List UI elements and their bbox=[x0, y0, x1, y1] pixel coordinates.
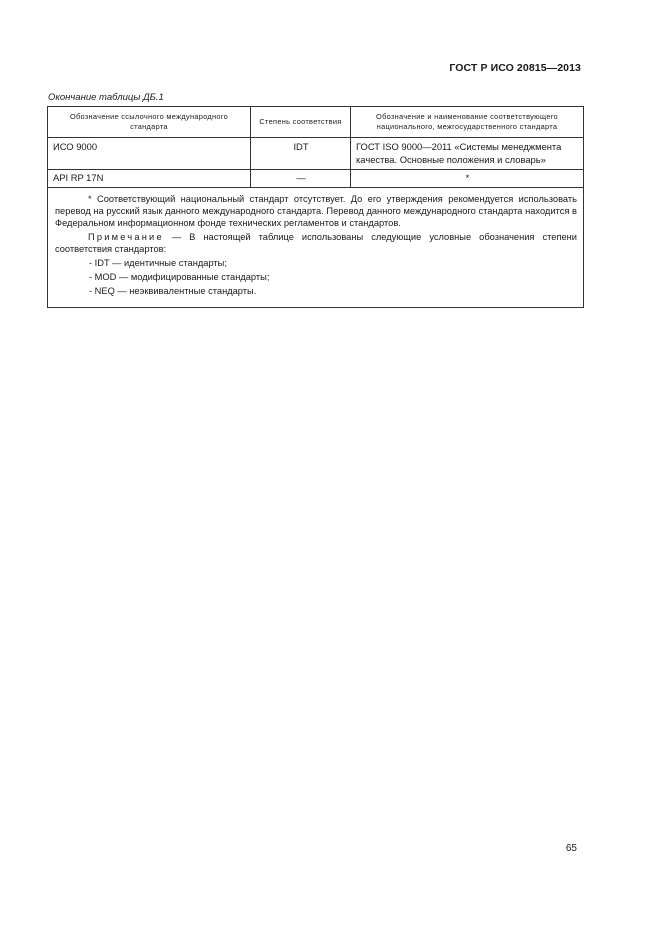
table-header-row bbox=[48, 107, 584, 138]
page-number: 65 bbox=[565, 843, 577, 854]
cell-national: * bbox=[351, 170, 584, 188]
table-caption: Окончание таблицы ДБ.1 bbox=[48, 92, 164, 103]
note-list-item: - MOD — модифицированные стандарты; bbox=[89, 272, 270, 282]
note-paragraph bbox=[55, 231, 577, 255]
cell-reference: ИСО 9000 bbox=[48, 138, 251, 170]
document-header: ГОСТ Р ИСО 20815—2013 bbox=[449, 62, 581, 74]
note-list-item: - IDT — идентичные стандарты; bbox=[89, 258, 227, 268]
table-row bbox=[48, 138, 584, 170]
note-text: — В настоящей таблице использованы следующие условные обозначения степени соответствия стандартов: bbox=[55, 232, 577, 254]
column-header-reference: Обозначение ссылочного международного стандарта bbox=[48, 107, 251, 138]
reference-standards-table bbox=[47, 106, 584, 308]
table-row bbox=[48, 170, 584, 188]
note-list-item: - NEQ — неэквивалентные стандарты. bbox=[89, 286, 257, 296]
cell-degree: — bbox=[251, 170, 351, 188]
note-label: Примечание bbox=[88, 232, 164, 242]
cell-degree: IDT bbox=[251, 138, 351, 170]
table-footnotes-row bbox=[48, 188, 584, 308]
cell-national: ГОСТ ISO 9000—2011 «Системы менеджмента качества. Основные положения и словарь» bbox=[351, 138, 584, 170]
column-header-degree: Степень соответствия bbox=[251, 107, 351, 138]
column-header-national: Обозначение и наименование соответствующего национального, межгосударственного стандарта bbox=[351, 107, 584, 138]
footnotes-cell bbox=[48, 188, 584, 308]
footnote-text: * Соответствующий национальный стандарт отсутствует. До его утверждения рекомендуется использовать перевод на русский язык данного международного стандарта. Перевод данного международного стандарта находится в Федеральном информационном фонде технических регламентов и стандартов. bbox=[55, 194, 577, 228]
cell-reference: API RP 17N bbox=[48, 170, 251, 188]
